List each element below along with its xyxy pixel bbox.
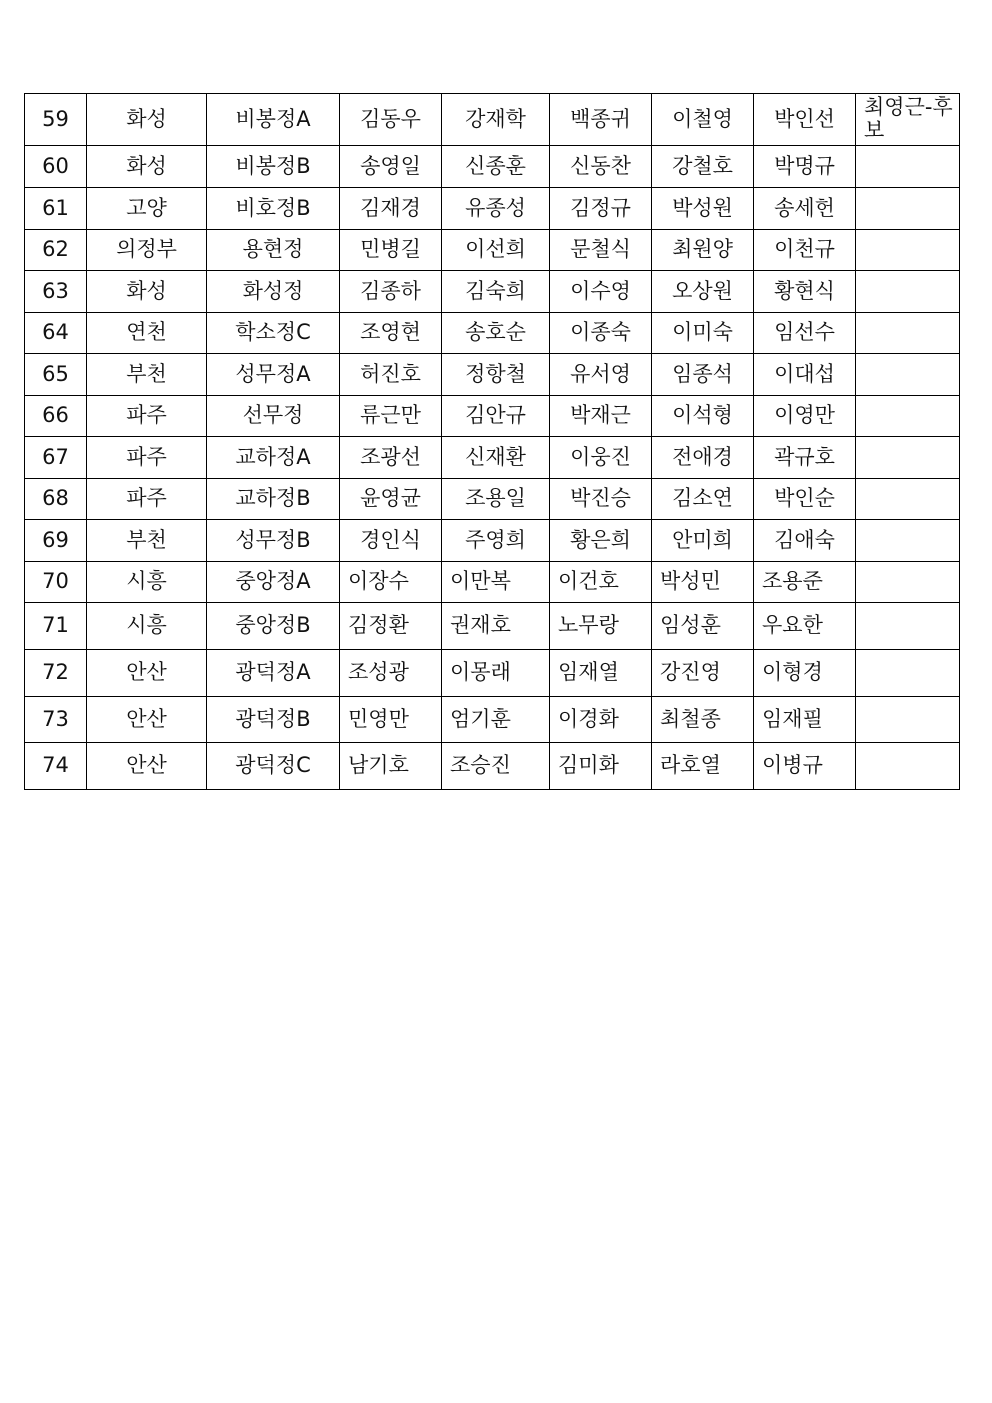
cell-member-3: 신동찬 [550,146,652,188]
cell-region: 연천 [87,313,207,354]
cell-member-2: 김안규 [442,396,550,437]
roster-body [25,94,960,790]
cell-member-2: 주영희 [442,520,550,562]
table-row [25,94,960,146]
cell-number: 69 [25,520,87,562]
cell-member-2: 신종훈 [442,146,550,188]
cell-member-4: 김소연 [652,479,754,520]
cell-member-2: 엄기훈 [442,697,550,743]
cell-member-3: 황은희 [550,520,652,562]
table-row [25,520,960,562]
cell-note [856,188,960,230]
cell-member-5: 우요한 [754,603,856,650]
cell-region: 화성 [87,271,207,313]
cell-member-5: 임선수 [754,313,856,354]
cell-member-2: 이몽래 [442,650,550,697]
cell-number: 71 [25,603,87,650]
cell-note [856,697,960,743]
cell-station: 성무정B [207,520,340,562]
cell-number: 63 [25,271,87,313]
cell-station: 광덕정A [207,650,340,697]
cell-region: 안산 [87,743,207,790]
cell-member-1: 이장수 [340,562,442,603]
table-row [25,271,960,313]
cell-region: 안산 [87,650,207,697]
cell-member-3: 문철식 [550,230,652,271]
cell-station: 선무정 [207,396,340,437]
cell-member-3: 임재열 [550,650,652,697]
cell-member-5: 박인순 [754,479,856,520]
cell-note [856,562,960,603]
cell-member-1: 김정환 [340,603,442,650]
cell-member-5: 이영만 [754,396,856,437]
table-row [25,650,960,697]
cell-note [856,146,960,188]
cell-region: 고양 [87,188,207,230]
cell-member-2: 유종성 [442,188,550,230]
cell-note [856,396,960,437]
cell-note [856,650,960,697]
cell-member-4: 전애경 [652,437,754,479]
cell-station: 교하정B [207,479,340,520]
cell-member-5: 송세헌 [754,188,856,230]
cell-member-2: 이만복 [442,562,550,603]
cell-member-3: 김미화 [550,743,652,790]
cell-number: 70 [25,562,87,603]
table-row [25,313,960,354]
cell-member-1: 송영일 [340,146,442,188]
cell-member-3: 백종귀 [550,94,652,146]
cell-region: 화성 [87,146,207,188]
cell-note [856,743,960,790]
cell-station: 용현정 [207,230,340,271]
cell-member-2: 송호순 [442,313,550,354]
cell-member-4: 안미희 [652,520,754,562]
table-row [25,603,960,650]
cell-region: 시흥 [87,603,207,650]
cell-member-1: 민병길 [340,230,442,271]
cell-region: 안산 [87,697,207,743]
table-row [25,479,960,520]
cell-station: 비호정B [207,188,340,230]
cell-number: 66 [25,396,87,437]
cell-member-1: 민영만 [340,697,442,743]
cell-member-3: 이건호 [550,562,652,603]
cell-member-5: 박인선 [754,94,856,146]
cell-member-3: 김정규 [550,188,652,230]
cell-member-4: 박성원 [652,188,754,230]
cell-member-1: 남기호 [340,743,442,790]
cell-number: 60 [25,146,87,188]
cell-number: 73 [25,697,87,743]
cell-member-5: 임재필 [754,697,856,743]
table-row [25,562,960,603]
cell-member-5: 황현식 [754,271,856,313]
cell-member-4: 최원양 [652,230,754,271]
cell-number: 65 [25,354,87,396]
cell-member-2: 이선희 [442,230,550,271]
cell-member-3: 노무랑 [550,603,652,650]
cell-member-3: 유서영 [550,354,652,396]
cell-member-4: 오상원 [652,271,754,313]
cell-member-4: 강철호 [652,146,754,188]
cell-number: 67 [25,437,87,479]
cell-member-5: 이병규 [754,743,856,790]
cell-member-4: 이철영 [652,94,754,146]
cell-member-5: 김애숙 [754,520,856,562]
cell-member-2: 강재학 [442,94,550,146]
cell-station: 광덕정C [207,743,340,790]
cell-number: 74 [25,743,87,790]
cell-member-5: 박명규 [754,146,856,188]
cell-region: 부천 [87,354,207,396]
cell-member-4: 최철종 [652,697,754,743]
cell-member-4: 박성민 [652,562,754,603]
cell-member-5: 곽규호 [754,437,856,479]
cell-number: 64 [25,313,87,354]
cell-note [856,603,960,650]
cell-region: 의정부 [87,230,207,271]
roster-table [24,93,960,790]
cell-member-5: 이대섭 [754,354,856,396]
cell-member-4: 이미숙 [652,313,754,354]
cell-member-2: 조승진 [442,743,550,790]
cell-station: 학소정C [207,313,340,354]
cell-member-1: 류근만 [340,396,442,437]
cell-note [856,271,960,313]
cell-member-1: 허진호 [340,354,442,396]
cell-member-3: 박재근 [550,396,652,437]
cell-number: 68 [25,479,87,520]
cell-number: 72 [25,650,87,697]
cell-member-1: 김동우 [340,94,442,146]
cell-member-1: 경인식 [340,520,442,562]
cell-member-5: 이천규 [754,230,856,271]
cell-member-3: 이경화 [550,697,652,743]
cell-member-4: 임종석 [652,354,754,396]
cell-member-5: 조용준 [754,562,856,603]
cell-region: 파주 [87,437,207,479]
cell-member-5: 이형경 [754,650,856,697]
table-row [25,437,960,479]
cell-station: 비봉정A [207,94,340,146]
cell-member-3: 이수영 [550,271,652,313]
cell-station: 성무정A [207,354,340,396]
cell-number: 61 [25,188,87,230]
cell-station: 중앙정A [207,562,340,603]
cell-number: 59 [25,94,87,146]
cell-region: 파주 [87,479,207,520]
cell-station: 중앙정B [207,603,340,650]
cell-member-3: 이종숙 [550,313,652,354]
cell-member-2: 정항철 [442,354,550,396]
table-row [25,354,960,396]
cell-station: 교하정A [207,437,340,479]
table-row [25,188,960,230]
cell-member-2: 권재호 [442,603,550,650]
cell-note [856,313,960,354]
cell-number: 62 [25,230,87,271]
cell-member-2: 신재환 [442,437,550,479]
cell-member-3: 이웅진 [550,437,652,479]
cell-member-2: 김숙희 [442,271,550,313]
cell-member-4: 임성훈 [652,603,754,650]
cell-member-1: 김재경 [340,188,442,230]
cell-region: 시흥 [87,562,207,603]
cell-member-1: 윤영균 [340,479,442,520]
cell-member-1: 김종하 [340,271,442,313]
cell-station: 화성정 [207,271,340,313]
table-row [25,146,960,188]
cell-region: 화성 [87,94,207,146]
cell-station: 비봉정B [207,146,340,188]
cell-member-1: 조광선 [340,437,442,479]
cell-region: 파주 [87,396,207,437]
cell-member-1: 조성광 [340,650,442,697]
cell-member-4: 이석형 [652,396,754,437]
cell-note [856,354,960,396]
cell-note [856,520,960,562]
cell-station: 광덕정B [207,697,340,743]
table-row [25,697,960,743]
cell-member-3: 박진승 [550,479,652,520]
cell-member-4: 라호열 [652,743,754,790]
cell-member-2: 조용일 [442,479,550,520]
cell-member-1: 조영현 [340,313,442,354]
cell-note [856,230,960,271]
cell-note: 최영근-후보 [856,94,960,146]
table-row [25,743,960,790]
cell-note [856,479,960,520]
cell-member-4: 강진영 [652,650,754,697]
table-row [25,230,960,271]
table-row [25,396,960,437]
cell-note [856,437,960,479]
cell-region: 부천 [87,520,207,562]
